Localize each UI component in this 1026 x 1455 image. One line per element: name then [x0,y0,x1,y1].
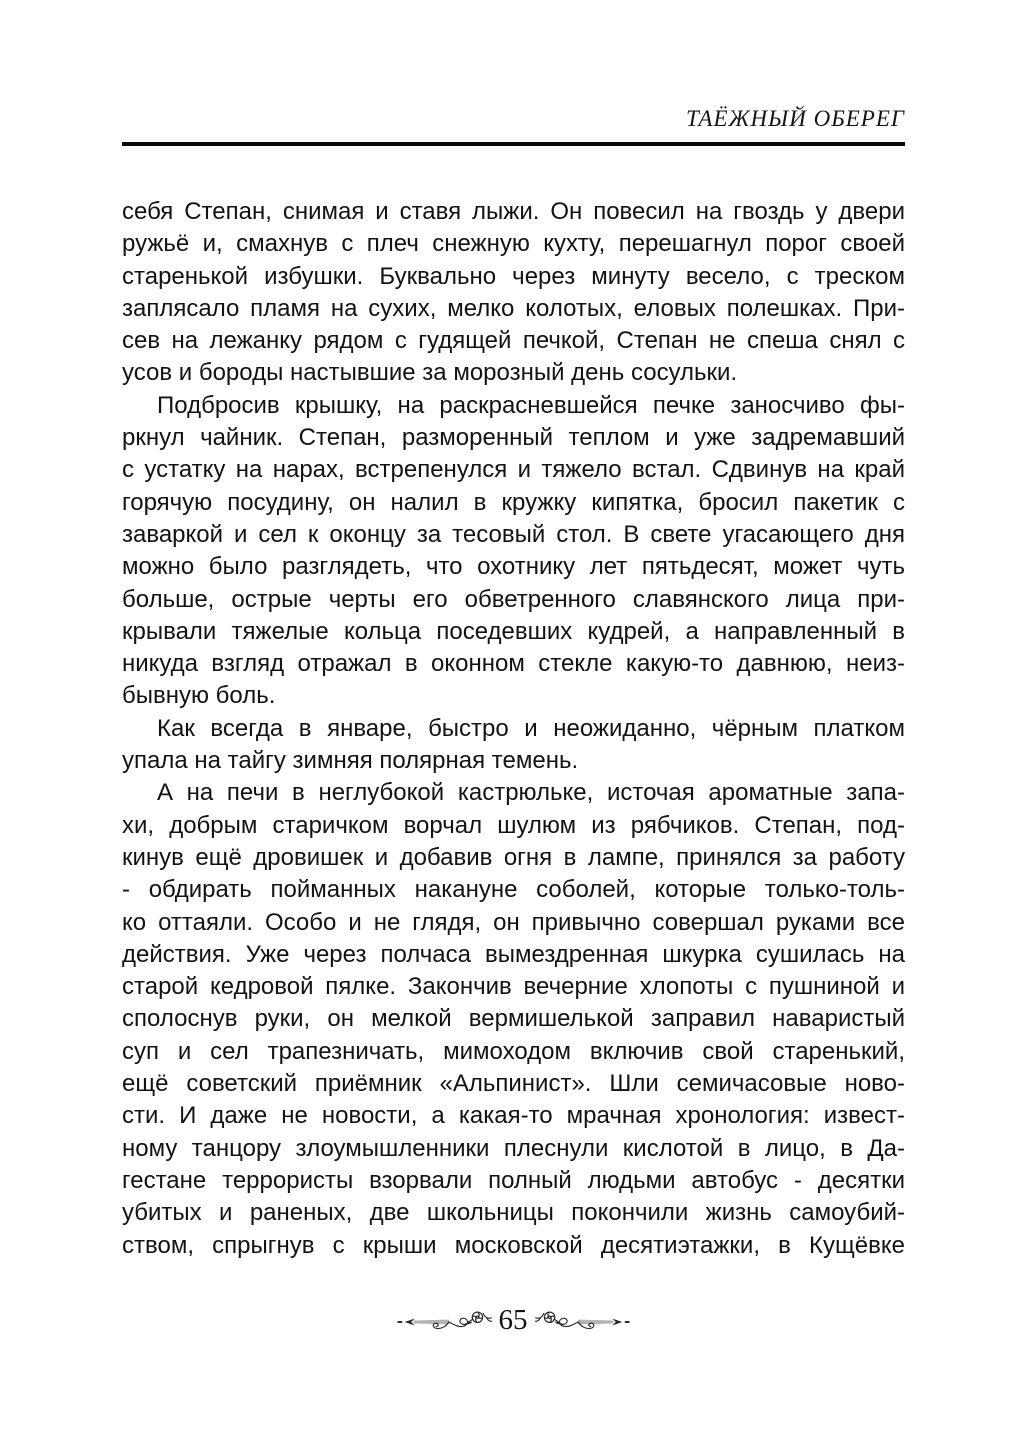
page-number: 65 [498,1303,528,1336]
text-line: ещё советский приёмник «Альпинист». Шли семичасовые ново- [122,1070,905,1098]
text-line: ством, спрыгнув с крыши московской десятиэтажки, в Кущёвке [122,1231,905,1259]
floral-flourish-left-icon [397,1308,492,1336]
header-rule [122,142,905,146]
text-line: старой кедровой пялке. Закончив вечерние хлопоты с пушниной и [122,973,905,1001]
text-line: упала на тайгу зимняя полярная темень. [122,747,579,775]
text-line: себя Степан, снимая и ставя лыжи. Он повесил на гвоздь у двери [122,198,905,225]
text-line: заваркой и сел к оконцу за тесовый стол. В свете угасающего дня [122,520,905,548]
text-line: действия. Уже через полчаса вымездренная шкурка сушилась на [122,940,905,968]
text-line: сполоснув руки, он мелкой вермишелькой заправил наваристый [122,1005,905,1033]
text-line: - обдирать пойманных накануне соболей, которые только-толь- [122,876,905,904]
text-line: ркнул чайник. Степан, разморенный теплом и уже задремавший [122,424,905,452]
text-line: бывную боль. [122,682,276,710]
text-line: кинув ещё дровишек и добавив огня в лампе, принялся за работу [122,843,905,871]
paragraph [122,390,905,713]
text-line: сев на лежанку рядом с гудящей печкой, Степан не спеша снял с [122,327,905,355]
text-line: горячую посудину, он налил в кружку кипятка, бросил пакетик с [122,488,905,516]
text-line: Как всегда в январе, быстро и неожиданно, чёрным платком [157,714,905,742]
text-line: никуда взгляд отражал в оконном стекле какую-то давнюю, неиз- [122,650,905,678]
text-line: ному танцору злоумышленники плеснули кислотой в лицо, в Да- [122,1134,905,1162]
text-line: ружьё и, смахнув с плеч снежную кухту, перешагнул порог своей [122,230,905,258]
text-line: больше, острые черты его обветренного славянского лица при- [122,585,905,613]
text-line: хи, добрым старичком ворчал шулюм из рябчиков. Степан, под- [122,811,905,839]
paragraph [122,777,905,1261]
paragraph [122,713,905,778]
page-footer [0,1303,1026,1341]
text-line: убитых и раненых, две школьницы покончили жизнь самоубий- [122,1199,905,1227]
text-line: старенькой избушки. Буквально через минуту весело, с треском [122,262,905,290]
text-line: с устатку на нарах, встрепенулся и тяжело встал. Сдвинув на край [122,456,905,484]
text-block [122,196,905,1262]
text-line: А на печи в неглубокой кастрюльке, источая ароматные запа- [157,779,905,807]
chapter-title: ТАЁЖНЫЙ ОБЕРЕГ [686,106,905,131]
text-line: сти. И даже не новости, а какая-то мрачная хронология: извест- [122,1102,905,1130]
text-line: Подбросив крышку, на раскрасневшейся печке заносчиво фы- [157,391,905,419]
text-line: крывали тяжелые кольца поседевших кудрей, а направленный в [122,617,905,645]
paragraph [122,196,905,390]
text-line: гестане террористы взорвали полный людьми автобус - десятки [122,1166,905,1194]
text-line: суп и сел трапезничать, мимоходом включив свой старенький, [122,1037,905,1065]
text-line: можно было разглядеть, что охотнику лет пятьдесят, может чуть [122,553,905,581]
text-line: ко оттаяли. Особо и не глядя, он привычно совершал руками все [122,908,905,936]
text-line: заплясало пламя на сухих, мелко колотых, еловых полешках. При- [122,294,905,322]
floral-flourish-right-icon [535,1308,630,1336]
text-line: усов и бороды настывшие за морозный день сосульки. [122,359,738,387]
running-header [122,106,905,132]
